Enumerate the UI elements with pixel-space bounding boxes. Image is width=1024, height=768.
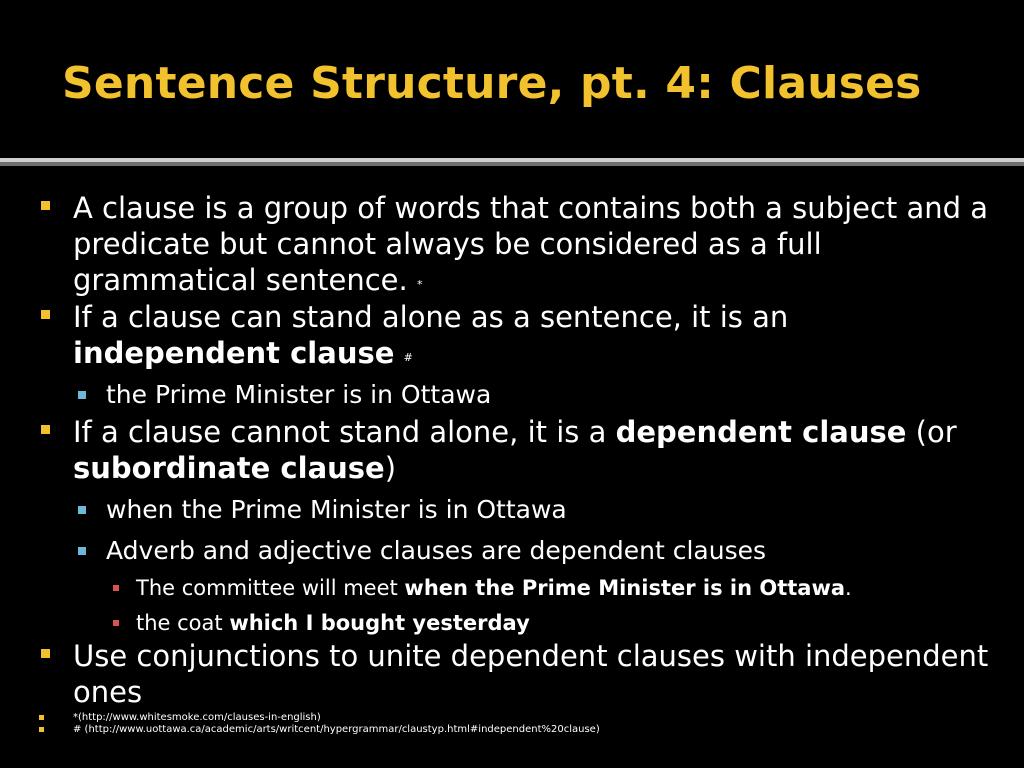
- reference-text: *(http://www.whitesmoke.com/clauses-in-english): [73, 712, 321, 723]
- reference-uottawa: [73, 724, 973, 736]
- square-bullet-icon: [41, 310, 50, 319]
- bullet-text-end: ): [384, 451, 397, 485]
- square-bullet-icon: [39, 727, 44, 732]
- bold-term: independent clause: [73, 336, 395, 370]
- example-text: The committee will meet: [136, 576, 405, 600]
- bold-term: subordinate clause: [73, 451, 385, 485]
- bullet-text: If a clause cannot stand alone, it is a: [73, 415, 616, 449]
- sub-bullet-example-independent: [106, 380, 986, 410]
- slide-content: [0, 166, 1024, 768]
- sub-bullet-example-dependent: [106, 495, 986, 525]
- square-bullet-icon: [39, 715, 44, 720]
- bullet-dependent-clause: [73, 414, 993, 486]
- square-bullet-icon: [41, 649, 50, 658]
- footnote-mark: #: [403, 351, 413, 364]
- square-bullet-icon: [41, 201, 50, 210]
- example-end: .: [845, 576, 852, 600]
- sub-bullet-text: Adverb and adjective clauses are dependent clauses: [106, 536, 766, 565]
- example-text: the coat: [136, 611, 230, 635]
- sub-sub-bullet-coat: [136, 610, 996, 636]
- reference-text: # (http://www.uottawa.ca/academic/arts/writcent/hypergrammar/claustyp.html#independent%20clause): [73, 724, 600, 735]
- square-bullet-icon: [113, 585, 119, 591]
- bold-example: when the Prime Minister is in Ottawa: [404, 576, 846, 600]
- bullet-independent-clause: [73, 299, 993, 378]
- square-bullet-icon: [78, 506, 86, 514]
- title-bar: [0, 0, 1024, 158]
- sub-sub-bullet-committee: [136, 575, 996, 601]
- sub-bullet-text: when the Prime Minister is in Ottawa: [106, 495, 567, 524]
- bullet-clause-definition: [73, 190, 993, 305]
- square-bullet-icon: [113, 620, 119, 626]
- bullet-conjunctions: [73, 638, 993, 710]
- bullet-text: A clause is a group of words that contains both a subject and a predicate but cannot always be considered as a full grammatical sentence.: [73, 191, 989, 297]
- square-bullet-icon: [78, 391, 86, 399]
- bullet-text-mid: (or: [906, 415, 957, 449]
- bullet-text: Use conjunctions to unite dependent clauses with independent ones: [73, 639, 989, 709]
- bold-example: which I bought yesterday: [229, 611, 530, 635]
- sub-bullet-text: the Prime Minister is in Ottawa: [106, 380, 492, 409]
- bullet-text: If a clause can stand alone as a sentence, it is an: [73, 300, 789, 334]
- square-bullet-icon: [41, 425, 50, 434]
- square-bullet-icon: [78, 547, 86, 555]
- reference-whitesmoke: [73, 712, 973, 724]
- bold-term: dependent clause: [615, 415, 907, 449]
- slide-title: Sentence Structure, pt. 4: Clauses: [62, 58, 922, 109]
- sub-bullet-adverb-adjective: [106, 536, 986, 566]
- footnote-mark: *: [416, 278, 423, 291]
